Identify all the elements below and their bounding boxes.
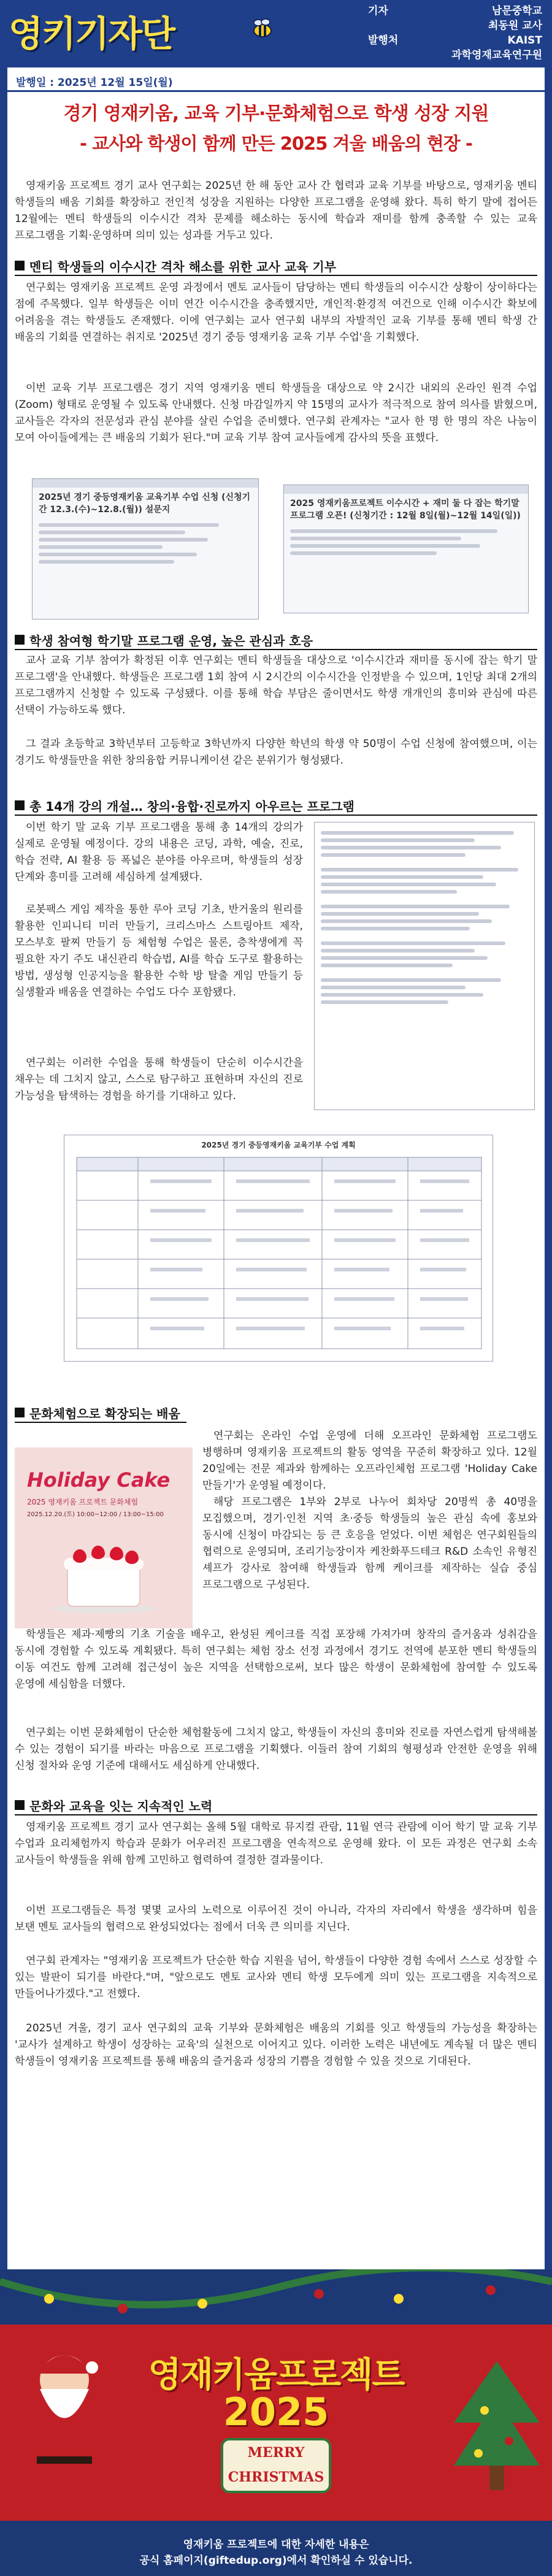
- masthead: [0, 0, 552, 67]
- section-5-paragraph-1: 영재키움 프로젝트 경기 교사 연구회는 올해 5월 대학로 뮤지컬 관람, 11월 연극 관람에 이어 학기 말 교육 기부 수업과 요리체험까지 학습과 문화가 어우러진 프로그램을 연속적으로 운영해 왔다. 이 모든 과정은 연구회 소속 교사들이 학생들을 위해 함께 고민하고 협력하여 결정한 결과물이다.: [15, 1821, 537, 1866]
- masthead-meta: [368, 4, 547, 63]
- headline-subtitle: - 교사와 학생이 함께 만든 2025 겨울 배움의 현장 -: [80, 133, 472, 154]
- merry-text: MERRY: [247, 2445, 305, 2461]
- section-5-paragraph-4: 2025년 겨울, 경기 교사 연구회의 교육 기부와 문화체험은 배움의 기회를 잇고 학생들의 가능성을 확장하는 '교사가 설계하고 학생이 성장하는 교육'의 실천으로 이어지고 있다. 이러한 노력은 내년에도 계속될 더 많은 멘티 학생들이 영재키움 프로젝트를 통해 배움의 즐거움과 성장의 기쁨을 경험할 수 있을 것으로 기대된다.: [15, 2022, 537, 2068]
- program-form-screenshot-right: [283, 485, 529, 613]
- merry-christmas-sign: [221, 2438, 331, 2493]
- survey-form-screenshot-left: [32, 478, 259, 619]
- poster-title: Holiday Cake: [27, 1468, 171, 1492]
- footer: [0, 2527, 552, 2576]
- holiday-cake-poster: [15, 1447, 193, 1628]
- footer-line-2: 공식 홈페이지(giftedup.org)에서 확인하실 수 있습니다.: [139, 2555, 413, 2567]
- section-5-paragraph-2: 이번 프로그램들은 특정 몇몇 교사의 노력으로 이루어진 것이 아니라, 각자의 자리에서 학생을 생각하며 힘을 보탠 멘토 교사들의 협력으로 완성되었다는 점에서 더욱 큰 의미를 지닌다.: [15, 1904, 537, 1933]
- bullet-square-icon: [15, 800, 25, 810]
- section-5-paragraph-3: 연구회 관계자는 "영재키움 프로젝트가 단순한 학습 지원을 넘어, 학생들이 다양한 경험 속에서 스스로 성장할 수 있는 발판이 되기를 바란다."며, "앞으로도 멘토 교사와 멘티 학생 모두에게 의미 있는 프로그램을 지속적으로 만들어나가겠다."고 전했다.: [15, 1955, 537, 2000]
- bullet-square-icon: [15, 635, 25, 645]
- reporter-name: 최동원 교사: [488, 20, 542, 32]
- bullet-square-icon: [15, 1408, 25, 1417]
- section-heading-5: 문화와 교육을 잇는 지속적인 노력: [15, 1797, 212, 1813]
- footer-line-1: 영재키움 프로젝트에 대한 자세한 내용은: [183, 2539, 369, 2551]
- section-4-paragraph-4: 연구회는 이번 문화체험이 단순한 체험활동에 그치지 않고, 학생들이 자신의 흥미와 진로를 자연스럽게 탐색해볼 수 있는 경험이 되기를 바라는 마음으로 프로그램을 기획했다. 이들러 참여 기회의 형평성과 안전한 운영을 위해 신청 절차와 운영 기준에 대해서도 세심하게 안내했다.: [15, 1727, 537, 1772]
- section-4-paragraph-3: 학생들은 제과·제빵의 기초 기술을 배우고, 완성된 케이크를 직접 포장해 가져가며 창작의 즐거움과 성취감을 동시에 경험할 수 있도록 계획됐다. 특히 연구회는 체험 장소 선정 과정에서 경기도 전역에 분포한 멘티 학생들의 이동 여건도 함께 고려해 접근성이 높은 지역을 선택함으로써, 보다 많은 학생이 문화체험에 참여할 수 있도록 운영에 세심함을 더했다.: [15, 1628, 537, 1690]
- section-4-paragraph-2: 해당 프로그램은 1부와 2부로 나누어 회차당 20명씩 총 40명을 모집했으며, 경기·인천 지역 초·중등 학생들의 높은 관심 속에 홍보와 동시에 신청이 마감되는 등 큰 호응을 얻었다. 이번 체험은 연구회원들의 협력으로 운영되며, 조리기능장이자 케찬화푸드테크 R&D 소속인 유형진 셰프가 강사로 참여해 학생들과 함께 케이크를 제작하는 실습 중심 프로그램으로 구성된다.: [202, 1496, 537, 1591]
- banner-title: 영재키움프로젝트: [148, 2355, 404, 2395]
- section-3-paragraph-3: 연구회는 이러한 수업을 통해 학생들이 단순히 이수시간을 채우는 데 그치지 않고, 스스로 탐구하고 표현하며 자신의 진로 가능성을 탐색하는 경험을 하기를 기대하고 있다.: [15, 1057, 303, 1102]
- schedule-grid: [64, 1155, 493, 1357]
- section-divider: [15, 649, 537, 650]
- poster-subtitle: 2025 영재키움 프로젝트 문화체험: [27, 1498, 139, 1506]
- section-heading-3: 총 14개 강의 개설… 창의·융합·진로까지 아우르는 프로그램: [15, 797, 355, 813]
- strawberry-icon: [91, 1546, 105, 1559]
- section-2-paragraph-2: 그 결과 초등학교 3학년부터 고등학교 3학년까지 다양한 학년의 학생 약 50명이 수업 신청에 참여했으며, 이는 경기도 학생들만을 위한 창의융합 커뮤니케이션 같은 분위기가 형성됐다.: [15, 738, 537, 767]
- issue-date: 발행일 : 2025년 12월 15일(월): [16, 77, 173, 89]
- class-list-screenshot: [314, 822, 535, 1110]
- newsletter-logo: 영키기자단: [9, 13, 175, 55]
- section-divider: [15, 815, 537, 816]
- bullet-square-icon: [15, 261, 25, 270]
- headline-title: 경기 영재키움, 교육 기부·문화체험으로 학생 성장 지원: [63, 103, 489, 125]
- reporter-values: [435, 4, 547, 33]
- section-1-paragraph-1: 연구회는 영재키움 프로젝트 운영 과정에서 멘토 교사들이 담당하는 멘티 학생들의 이수시간 상황이 상이하다는 점에 주목했다. 일부 학생들은 이미 연간 이수시간을 충족했지만, 개인적·환경적 여건으로 인해 이수시간 확보에 어려움을 겪는 학생들도 존재했다. 이에 연구회는 교사 연구회 내부의 자발적인 교육 기부를 통해 멘티 학생 간 배움의 기회를 연결하는 취지로 '2025년 경기 중등 영재키움 교육 기부 수업'을 기획했다.: [15, 282, 537, 343]
- bee-icon: [248, 15, 277, 43]
- intro-paragraph: 영재키움 프로젝트 경기 교사 연구회는 2025년 한 해 동안 교사 간 협력과 교육 기부를 바탕으로, 영재키움 멘티 학생들의 배움 기회를 확장하고 전인적 성장을 지원하는 다양한 프로그램을 운영해 왔다. 특히 학기 말에 접어든 12월에는 멘티 학생들의 이수시간 격차 문제를 해소하는 동시에 학습과 재미를 함께 충족할 수 있는 교육 프로그램을 기획·운영하며 의미 있는 성과를 거두고 있다.: [15, 180, 537, 242]
- publisher-dept: 과학영재교육연구원: [451, 49, 542, 61]
- section-heading-4: 문화체험으로 확장되는 배움: [15, 1405, 180, 1420]
- section-1-paragraph-2: 이번 교육 기부 프로그램은 경기 지역 영재키움 멘티 학생들을 대상으로 약 2시간 내외의 온라인 원격 수업(Zoom) 형태로 운영될 수 있도록 안내했다. 신청 마감일까지 약 15명의 교사가 적극적으로 참여 의사를 밝혔으며, 교사들은 각자의 전문성과 관심 분야를 살린 수업을 준비했다. 연구회 관계자는 "교사 한 명 한 명의 작은 나눔이 모여 아이들에게는 큰 배움의 기회가 된다."며 교육 기부 참여 교사들에게 감사의 뜻을 표했다.: [15, 382, 537, 444]
- section-divider: [15, 275, 537, 276]
- section-3-paragraph-2: 로봇팩스 게임 제작을 통한 루아 코딩 기초, 반거울의 원리를 활용한 인피니티 미러 만들기, 크리스마스 스트링아트 제작, 모스부호 팔찌 만들기 등 체험형 수업은 물론, 층착생에게 꼭 필요한 자기 주도 내신관리 학습법, AI를 학습 도구로 활용하는 방법, 생성형 인공지능을 활용한 수학 방 탈출 게임 만들기 등 실생활과 배움을 연결하는 수업도 다수 포함됐다.: [15, 903, 303, 999]
- garland-decoration: [0, 2269, 552, 2325]
- section-divider: [15, 1814, 537, 1815]
- publisher-label: 발행처: [368, 34, 399, 47]
- program-form-title: 2025 영재키움프로젝트 이수시간 + 재미 둘 다 잡는 학기말 프로그램 오픈! (신청기간 : 12월 8일(월)~12월 14일(일)): [290, 499, 521, 521]
- publisher-org: KAIST: [507, 34, 542, 47]
- bullet-square-icon: [15, 1800, 25, 1810]
- christmas-text: CHRISTMAS: [228, 2469, 324, 2485]
- strawberry-icon: [73, 1549, 86, 1563]
- schedule-table-title: 2025년 경기 중등영재키움 교육기부 수업 계획: [201, 1141, 356, 1149]
- reporter-label: 기자: [368, 5, 388, 17]
- poster-date: 2025.12.20.(토) 10:00~12:00 / 13:00~15:00: [27, 1511, 164, 1518]
- cake-icon: [67, 1564, 140, 1607]
- section-divider: [15, 1422, 186, 1423]
- strawberry-icon: [110, 1547, 123, 1560]
- section-heading-2: 학생 참여형 학기말 프로그램 운영, 높은 관심과 호응: [15, 632, 313, 648]
- headline: [7, 98, 545, 155]
- survey-form-title: 2025년 경기 중등영재키움 교육기부 수업 신청 (신청기간 12.3.(수)~12.8.(월)) 설문지: [39, 493, 251, 515]
- strawberry-icon: [125, 1551, 139, 1564]
- publisher-values: [435, 33, 547, 63]
- banner-year: 2025: [223, 2390, 329, 2434]
- section-4-paragraph-1: 연구회는 온라인 수업 운영에 더해 오프라인 문화체험 프로그램도 병행하며 영재키움 프로젝트의 활동 영역을 꾸준히 확장하고 있다. 12월 20일에는 전문 제과와 함께하는 오프라인체험 프로그램 'Holiday Cake 만들기'가 운영될 예정이다.: [202, 1430, 537, 1492]
- christmas-banner: [0, 2269, 552, 2576]
- section-heading-1: 멘티 학생들의 이수시간 격차 해소를 위한 교사 교육 기부: [15, 258, 336, 274]
- issue-date-bar: [7, 69, 545, 92]
- section-3-paragraph-1: 이번 학기 말 교육 기부 프로그램을 통해 총 14개의 강의가 실제로 운영될 예정이다. 강의 내용은 코딩, 과학, 예술, 진로, 학습 전략, AI 활용 등 폭넓은 분야를 아우르며, 학생들의 성장 단계와 흥미를 고려해 세심하게 설계됐다.: [15, 821, 303, 883]
- reporter-school: 남문중학교: [491, 5, 542, 17]
- schedule-table-screenshot: [64, 1135, 493, 1362]
- section-2-paragraph-1: 교사 교육 기부 참여가 확정된 이후 연구회는 멘티 학생들을 대상으로 '이수시간과 재미를 동시에 잡는 학기 말 프로그램'을 안내했다. 학생들은 프로그램 1회 참여 시 2시간의 이수시간을 인정받을 수 있으며, 1인당 최대 2개의 프로그램까지 신청할 수 있도록 구성됐다. 이를 통해 학습 부담은 줄이면서도 학생 개개인의 흥미와 관심에 따른 선택이 가능하도록 했다.: [15, 654, 537, 716]
